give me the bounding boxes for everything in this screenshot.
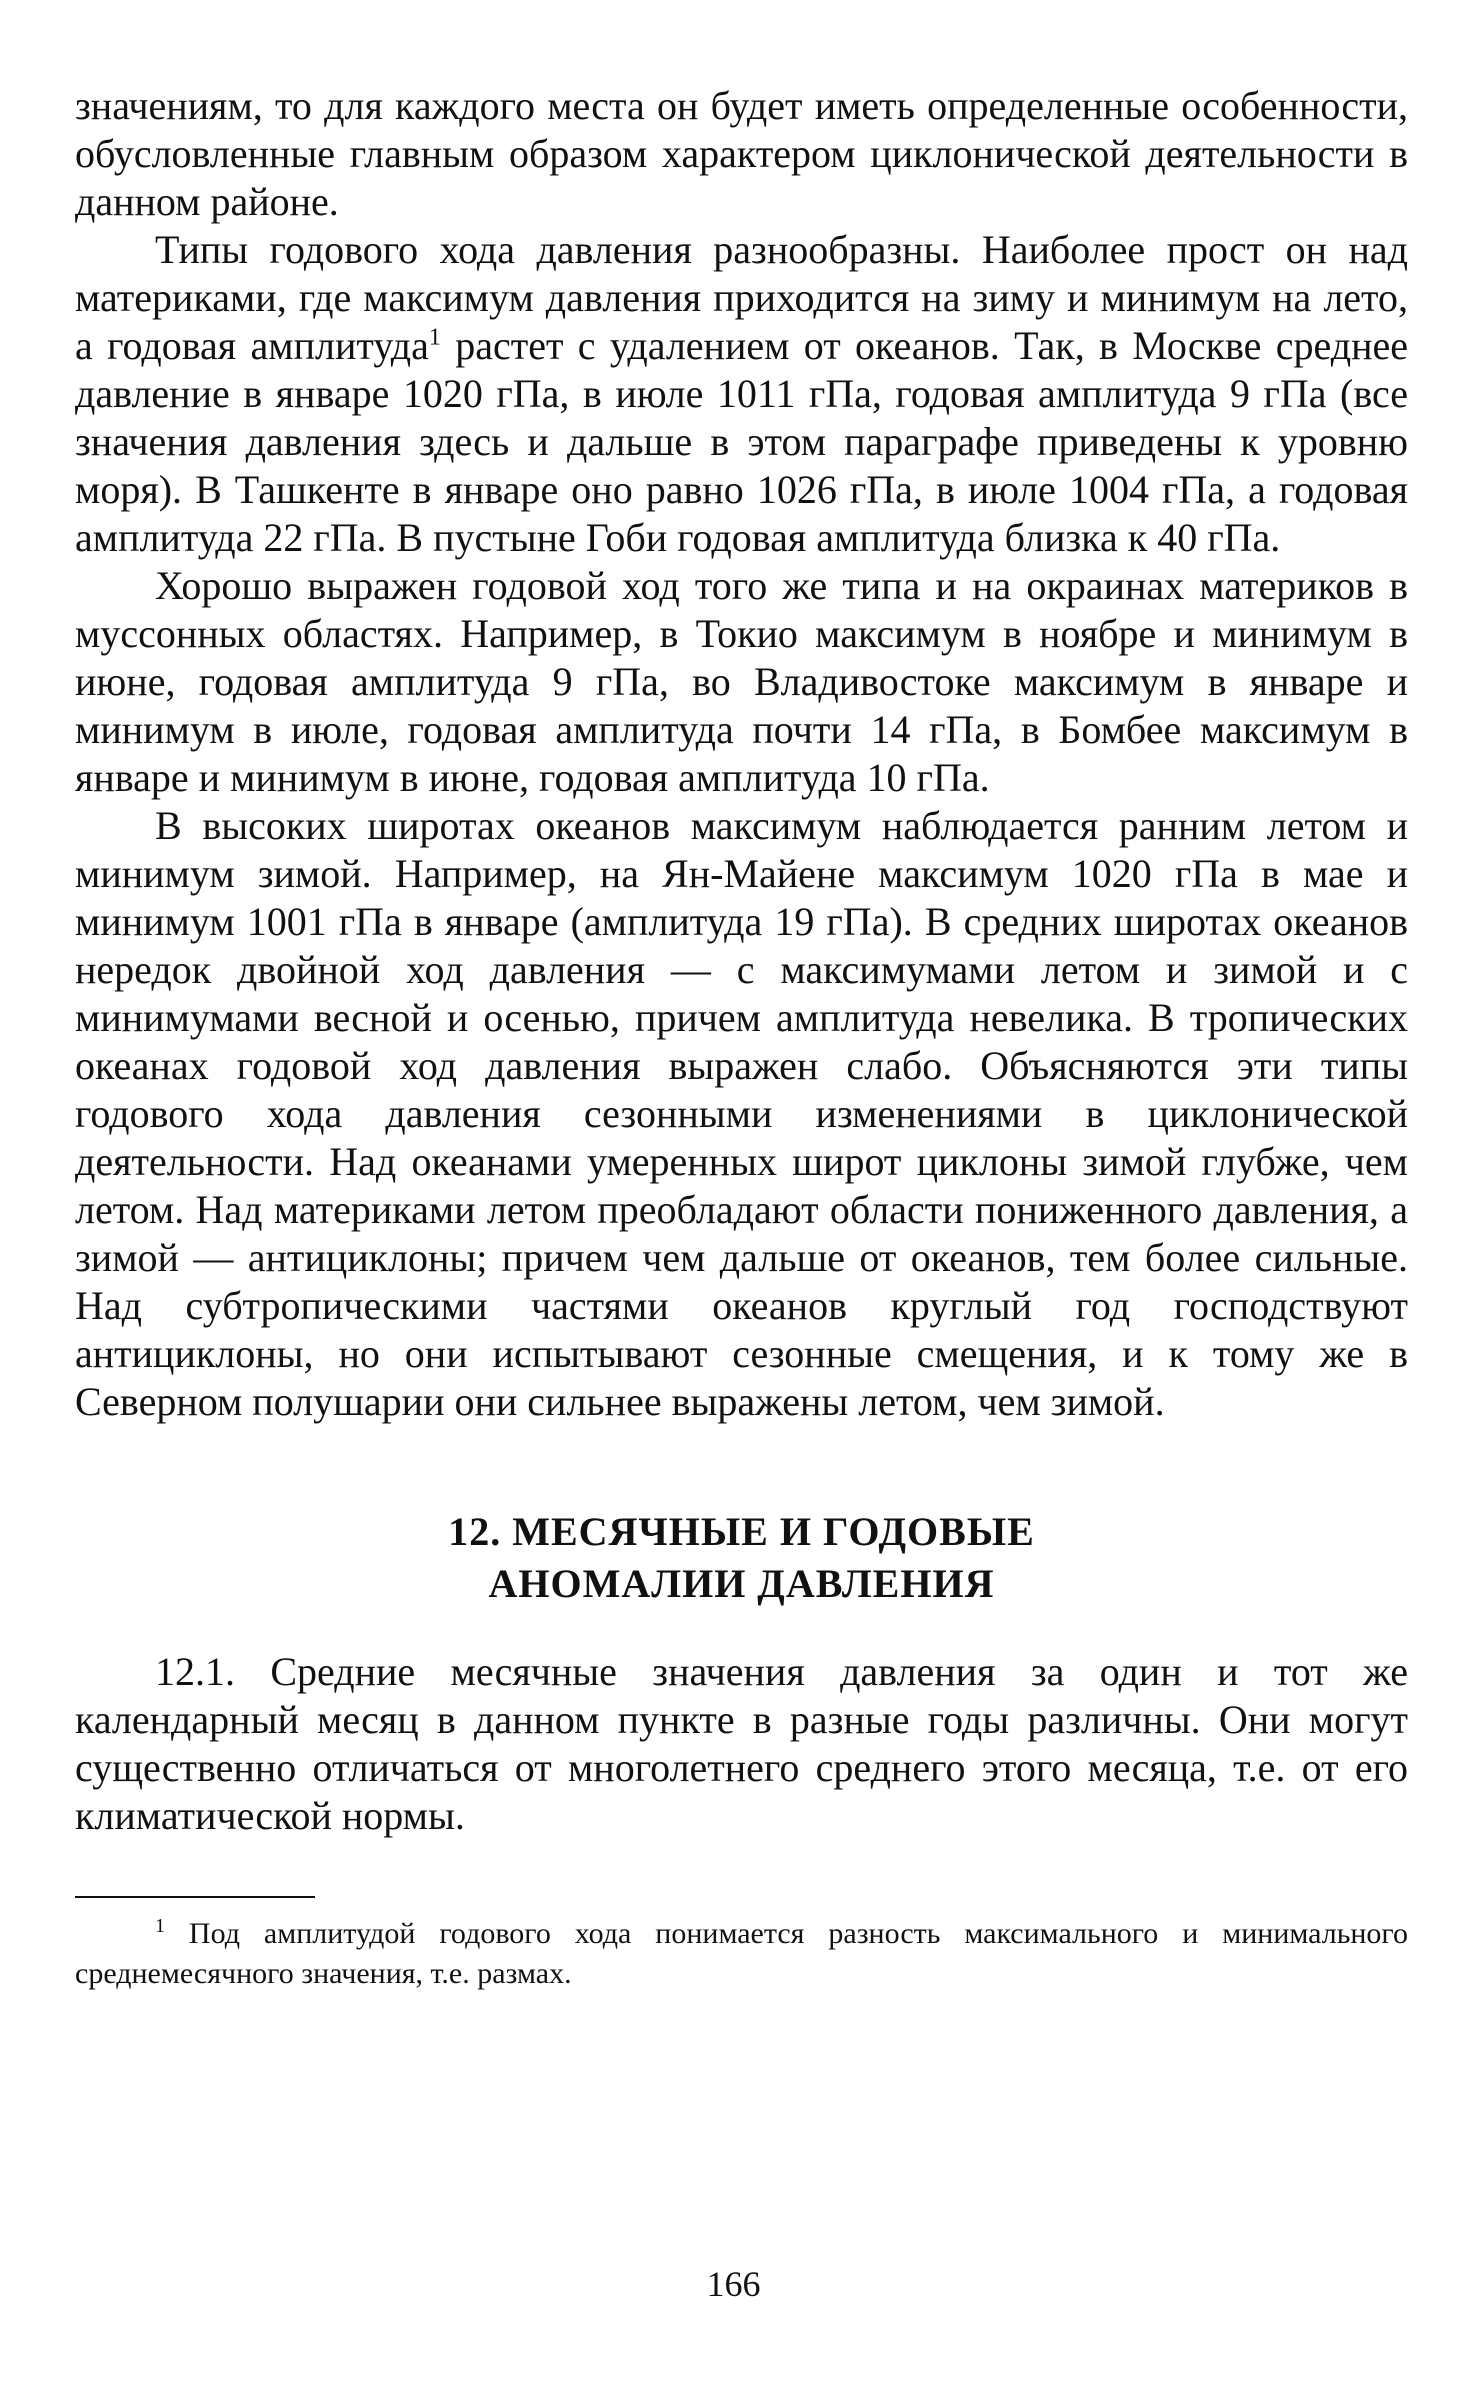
page-body [75,82,1408,1994]
footnote-divider [75,1896,315,1898]
section-heading-line-1: 12. МЕСЯЧНЫЕ И ГОДОВЫЕ [448,1509,1035,1554]
footnote [75,1914,1408,1994]
paragraph-section-12-1: 12.1. Средние месячные значения давления за один и тот же календарный месяц в данном пункте в разные годы различны. Они могут существенно отличаться от многолетнего среднего этого месяца, т.е. от его климатической нормы. [75,1649,1408,1838]
footnote-text: Под амплитудой годового хода понимается разность максимального и минимального среднемесячного значения, т.е. размах. [75,1917,1408,1990]
paragraph-pressure-types-part2: растет с удалением от океанов. Так, в Москве среднее давление в январе 1020 гПа, в июле 1011 гПа, годовая амплитуда 9 гПа (все значения давления здесь и дальше в этом параграфе приведены к уровню моря). В Ташкенте в январе оно равно 1026 гПа, в июле 1004 гПа, а годовая амплитуда 22 гПа. В пустыне Гоби годовая амплитуда близка к 40 гПа. [75,323,1408,560]
section-heading-line-2: АНОМАЛИИ ДАВЛЕНИЯ [488,1561,995,1606]
page-number: 166 [706,2264,761,2304]
footnote-mark: 1 [155,1915,165,1937]
section-heading [75,1506,1408,1610]
paragraph-monsoon: Хорошо выражен годовой ход того же типа и на окраинах материков в муссонных областях. Например, в Токио максимум в ноябре и минимум в июне, годовая амплитуда 9 гПа, во Владивостоке максимум в январе и минимум в июле, годовая амплитуда почти 14 гПа, в Бомбее максимум в январе и минимум в июне, годовая амплитуда 10 гПа. [75,563,1408,800]
paragraph-oceans: В высоких широтах океанов максимум наблюдается ранним летом и минимум зимой. Например, на Ян-Майене максимум 1020 гПа в мае и минимум 1001 гПа в январе (амплитуда 19 гПа). В средних широтах океанов нередок двойной ход давления — с максимумами летом и зимой и с минимумами весной и осенью, причем амплитуда невелика. В тропических океанах годовой ход давления выражен слабо. Объясняются эти типы годового хода давления сезонными изменениями в циклонической деятельности. Над океанами умеренных широт циклоны зимой глубже, чем летом. Над материками летом преобладают области пониженного давления, а зимой — антициклоны; причем чем дальше от океанов, тем более сильные. Над субтропическими частями океанов круглый год господствуют антициклоны, но они испытывают сезонные смещения, и к тому же в Северном полушарии они сильнее выражены летом, чем зимой. [75,803,1408,1424]
paragraph-pressure-types [75,226,1408,562]
paragraph-pressure-types-part1: Типы годового хода давления разнообразны. Наиболее прост он над материками, где максимум давления приходится на зиму и минимум на лето, а годовая амплитуда [75,227,1408,368]
paragraph-continuation: значениям, то для каждого места он будет иметь определенные особенности, обусловленные главным образом характером циклонической деятельности в данном районе. [75,83,1408,224]
footnote-reference-mark: 1 [428,324,441,351]
